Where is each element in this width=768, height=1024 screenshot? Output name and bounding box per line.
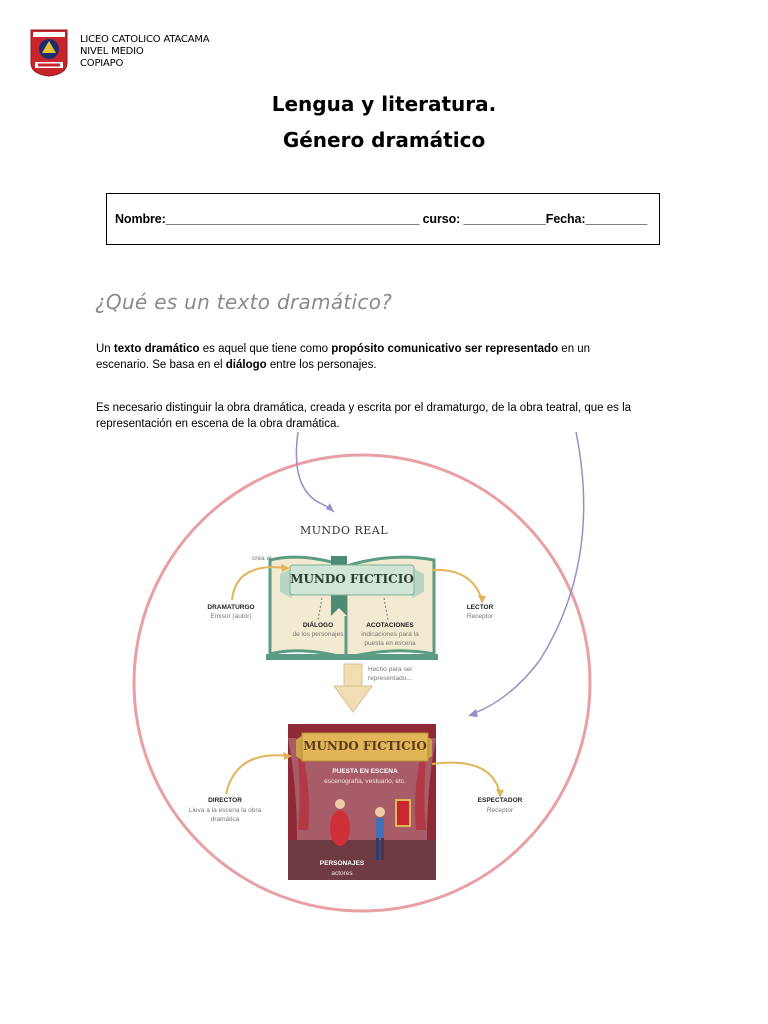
- label-lector-sub: Receptor: [466, 613, 494, 620]
- label-hecho-2: representado...: [368, 675, 412, 682]
- label-personajes-sub: actores: [331, 870, 353, 877]
- p1-text-c: es aquel que tiene como: [199, 343, 332, 355]
- label-director: DIRECTOR: [208, 797, 242, 804]
- label-dramaturgo: DRAMATURGO: [207, 604, 255, 611]
- down-arrow: [334, 664, 372, 712]
- arrow-to-mundo-real: [296, 432, 334, 512]
- label-director-sub-2: dramática: [210, 816, 240, 823]
- label-acotaciones-sub-1: indicaciones para la: [361, 631, 419, 638]
- p1-bold-texto-dramatico: texto dramático: [113, 343, 200, 355]
- label-crea-el: crea el: [252, 555, 272, 562]
- label-dialogo-sub: de los personajes: [292, 631, 344, 638]
- document-subtitle: Género dramático: [282, 128, 486, 152]
- gold-arrow-lector: [432, 570, 482, 600]
- student-info-fields: Nombre:_____________________________________ curso: ____________Fecha:_________: [115, 212, 648, 226]
- p1-bold-proposito: propósito comunicativo ser representado: [331, 343, 559, 355]
- label-puesta-sub: escenografía, vestuario, etc.: [324, 778, 406, 785]
- label-puesta-en-escena: PUESTA EN ESCENA: [332, 768, 398, 775]
- label-mundo-real: MUNDO REAL: [300, 524, 389, 537]
- label-dramaturgo-sub: Emisor (autor): [210, 613, 252, 620]
- p1-bold-dialogo: diálogo: [225, 359, 267, 371]
- p1-text-g: entre los personajes.: [266, 359, 377, 371]
- label-dialogo: DIÁLOGO: [302, 622, 334, 629]
- label-hecho-1: Hecho para ser: [368, 666, 413, 673]
- label-acotaciones: ACOTACIONES: [366, 622, 414, 629]
- school-line-2: NIVEL MEDIO: [80, 46, 144, 57]
- label-director-sub-1: Lleva a la escena la obra: [188, 807, 262, 814]
- distinction-paragraph: Es necesario distinguir la obra dramática, creada y escrita por el dramaturgo, de la obra teatral, que es la representación en escena de la obra dramática.: [96, 402, 632, 430]
- arrow-head-mundo-ficticio: [468, 709, 478, 717]
- arrow-head-mundo-real: [326, 503, 334, 512]
- label-espectador-sub: Receptor: [486, 807, 514, 814]
- label-acotaciones-sub-2: puesta en escena: [364, 640, 416, 647]
- label-lector: LECTOR: [466, 604, 494, 611]
- p1-text-e: en un escenario. Se basa en el: [96, 343, 591, 371]
- label-mundo-ficticio-top: MUNDO FICTICIO: [290, 572, 414, 586]
- label-espectador: ESPECTADOR: [477, 797, 523, 804]
- label-personajes: PERSONAJES: [319, 860, 365, 867]
- section-heading: ¿Qué es un texto dramático?: [95, 290, 393, 314]
- gold-arrow-director: [226, 755, 288, 794]
- arrow-to-mundo-ficticio: [472, 432, 584, 714]
- p1-text-a: Un: [96, 343, 114, 355]
- label-mundo-ficticio-bottom: MUNDO FICTICIO: [303, 739, 427, 753]
- school-line-3: COPIAPO: [80, 58, 124, 69]
- document-title: Lengua y literatura.: [271, 92, 497, 116]
- gold-arrow-espectador: [432, 763, 500, 794]
- school-line-1: LICEO CATOLICO ATACAMA: [80, 34, 210, 45]
